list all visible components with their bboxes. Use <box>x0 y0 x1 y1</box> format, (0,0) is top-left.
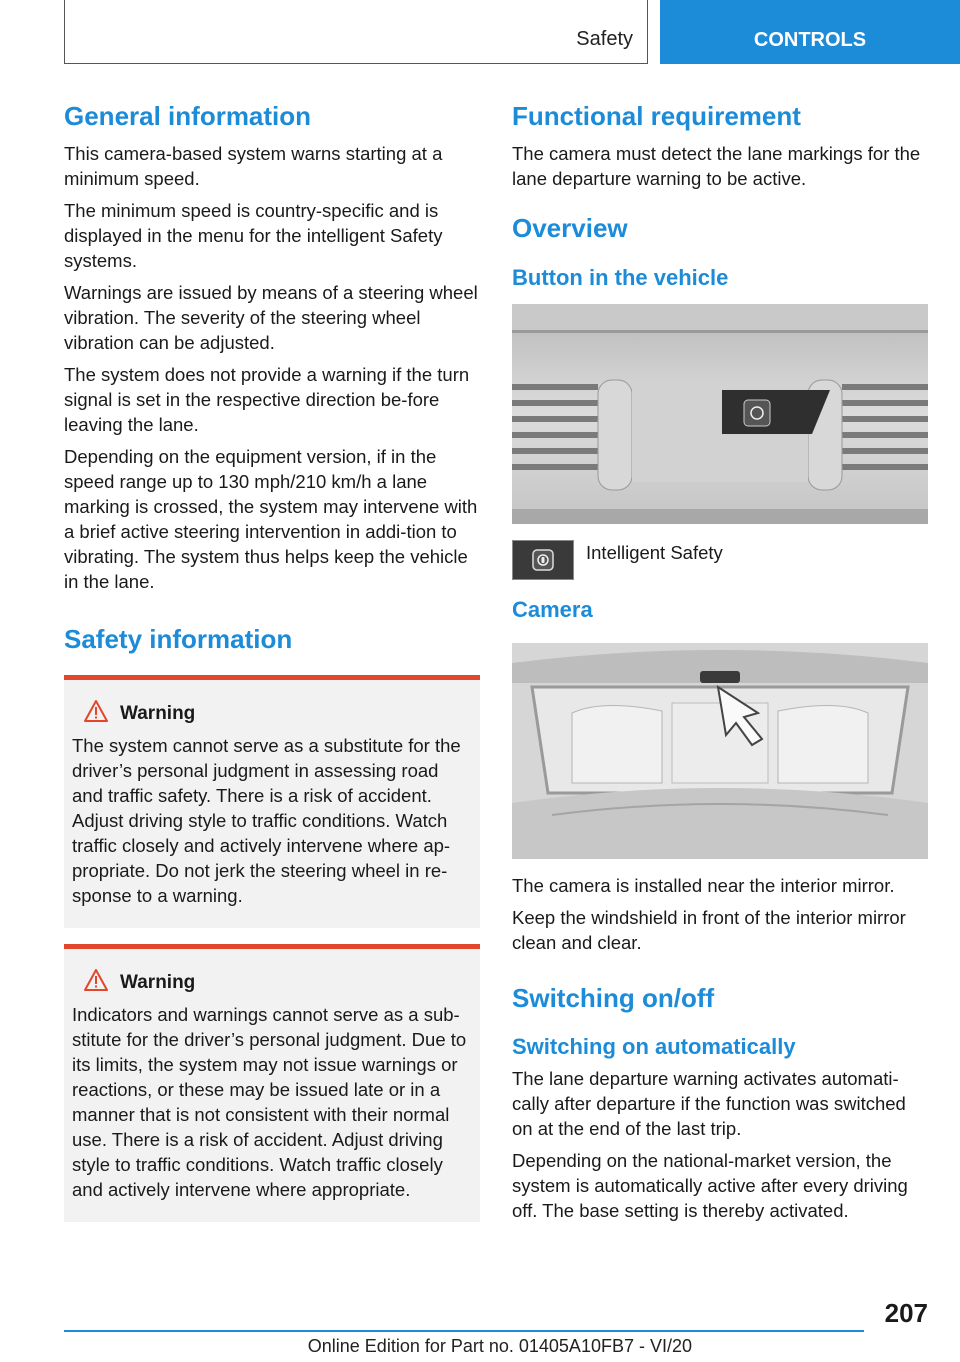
general-paragraph: Warnings are issued by means of a steering wheel vibration. The severity of the steering wheel vibration can be adjusted. <box>64 281 478 353</box>
camera-heading: Camera <box>512 596 593 622</box>
general-heading: General information <box>64 101 312 131</box>
warning-title: Warning <box>120 702 196 724</box>
auto-paragraph: Depending on the national-market version, the system is automatically active after every driving off. The base setting is thereby activated. <box>512 1150 908 1221</box>
general-paragraph: Depending on the equipment version, if in the speed range up to 130 mph/210 km/h a lane marking is crossed, the system may intervene with a brief active steering intervention in addi-tion to vibrating. The system thus helps keep the vehicle in the lane. <box>64 445 478 592</box>
camera-location-photo <box>512 643 928 859</box>
header-frame <box>64 0 648 64</box>
auto-paragraph: The lane departure warning activates automati-cally after departure if the function was switched on at the end of the last trip. <box>512 1068 906 1139</box>
section-title: Safety <box>576 28 633 50</box>
page-number: 207 <box>884 1298 928 1328</box>
warning-text: Indicators and warnings cannot serve as a sub-stitute for the driver’s personal judgment. Due to its limits, the system may not issue warnings or reactions, or these may be issued late or in a manner that is not consistent with their normal use. There is a risk of accident. Adjust driving style to traffic conditions. Watch traffic closely and actively intervene where appropriate. <box>72 1004 467 1200</box>
general-paragraph: The system does not provide a warning if the turn signal is set in the respective direction be-fore leaving the lane. <box>64 363 470 435</box>
functional-heading: Functional requirement <box>512 101 801 131</box>
chapter-tab-label: CONTROLS <box>753 29 867 51</box>
edition-text: Online Edition for Part no. 01405A10FB7 - VI/20 <box>307 1336 692 1356</box>
general-paragraph: This camera-based system warns starting at a minimum speed. <box>64 142 443 189</box>
safety-heading: Safety information <box>64 623 293 654</box>
button-heading: Button in the vehicle <box>512 265 729 290</box>
footer-rule <box>64 1330 864 1332</box>
button-legend <box>512 540 928 580</box>
right-column <box>512 100 928 1230</box>
camera-paragraph: Keep the windshield in front of the interior mirror clean and clear. <box>512 907 906 953</box>
switch-heading: Switching on/off <box>512 983 715 1013</box>
warning-title: Warning <box>120 971 196 993</box>
camera-paragraph: The camera is installed near the interior mirror. <box>512 875 895 896</box>
warning-triangle-icon <box>84 700 108 727</box>
warning-triangle-icon <box>84 969 108 996</box>
vehicle-button-photo <box>512 304 928 524</box>
auto-heading: Switching on automatically <box>512 1033 796 1059</box>
functional-text: The camera must detect the lane markings for the lane departure warning to be active. <box>512 142 921 189</box>
overview-heading: Overview <box>512 212 628 243</box>
warning-text: The system cannot serve as a substitute for the driver’s personal judgment in assessing road and traffic safety. There is a risk of accident. Adjust driving style to traffic conditions. Watch traffic closely and actively intervene where ap-propriate. Do not jerk the steering wheel in re-sponse to a warning. <box>72 735 461 906</box>
left-column <box>64 100 480 1236</box>
chapter-tab <box>660 0 960 64</box>
warning-box <box>64 944 480 1222</box>
warning-box <box>64 675 480 928</box>
legend-label: Intelligent Safety <box>586 541 723 563</box>
intelligent-safety-button-icon <box>512 540 574 580</box>
general-paragraph: The minimum speed is country-specific and is displayed in the menu for the intelligent Safety systems. <box>64 199 443 271</box>
